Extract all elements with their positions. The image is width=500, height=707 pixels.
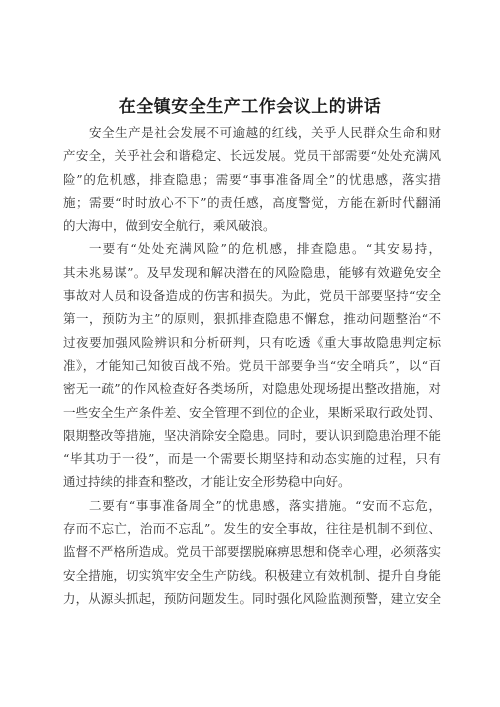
text-line: 事故对人员和设备造成的伤害和损失。为此，党员干部要坚持“安全 [63,288,441,304]
text-line: 存而不忘亡，治而不忘乱”。发生的安全事故，往往是机制不到位、 [63,521,441,537]
text-line: 第一，预防为主”的原则，狠抓排查隐患不懈怠，推动问题整治“不 [63,311,441,327]
text-line: 产安全，关乎社会和谐稳定、长远发展。党员干部需要“处处充满风 [63,148,441,164]
text-line: 力，从源头抓起，预防问题发生。同时强化风险监测预警，建立安全 [63,590,441,606]
text-line: 的大海中，做到安全航行，乘风破浪。 [63,218,276,234]
document-title: 在全镇安全生产工作会议上的讲话 [118,97,382,117]
paragraph [63,237,441,493]
paragraph [63,121,441,237]
text-line: 二要有“事事准备周全”的忧患感，落实措施。“安而不忘危， [89,497,441,513]
text-line: “毕其功于一役”，而是一个需要长期坚持和动态实施的过程，只有 [63,451,441,467]
text-line: 监督不严格所造成。党员干部要摆脱麻痹思想和侥幸心理，必须落实 [63,544,441,560]
text-line: 其未兆易谋”。及早发现和解决潜在的风险隐患，能够有效避免安全 [63,264,441,280]
text-line: 一要有“处处充满风险”的危机感，排查隐患。“其安易持， [89,241,441,257]
text-line: 施；需要“时时放心不下”的责任感，高度警觉，方能在新时代翻涌 [63,194,441,210]
text-line: 通过持续的排查和整改，才能让安全形势稳中向好。 [63,474,351,490]
text-line: 准》，才能知己知彼百战不殆。党员干部要争当“安全哨兵”，以“百 [63,357,441,373]
text-line: 密无一疏”的作风检查好各类场所，对隐患处现场提出整改措施，对 [63,381,441,397]
text-line: 安全措施，切实筑牢安全生产防线。积极建立有效机制、提升自身能 [63,567,441,583]
text-line: 安全生产是社会发展不可逾越的红线，关乎人民群众生命和财 [89,125,441,140]
text-line: 过夜要加强风险辨识和分析研判，只有吃透《重大事故隐患判定标 [63,334,441,350]
text-line: 一些安全生产条件差、安全管理不到位的企业，果断采取行政处罚、 [63,404,441,420]
text-line: 险”的危机感，排查隐患；需要“事事准备周全”的忧患感，落实措 [63,171,441,187]
paragraph [63,494,441,610]
text-line: 限期整改等措施，坚决消除安全隐患。同时，要认识到隐患治理不能 [63,427,441,443]
document-body [63,121,441,610]
